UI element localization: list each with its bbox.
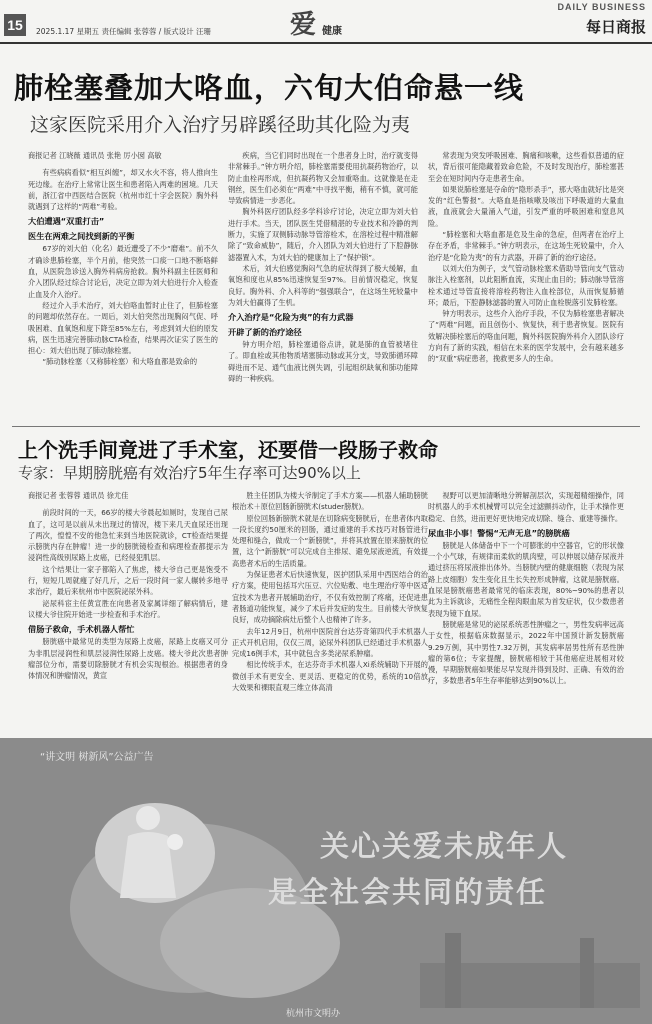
paragraph: 为保证患者术后快速恢复，医护团队采用中西医结合的治疗方案，使用包括耳穴压豆、穴位贴敷、电生理治疗等中医适宜技术为患者开展辅助治疗，不仅有效控制了疼痛，还促进患者肠道功能恢复，减少了术后并发症的发生。目前楼大爷恢复良好，成功摘除病灶后整个人也精神了许多。 [232,570,428,625]
ad-pagoda-2 [580,938,594,1008]
paragraph: 疾病，当它们同时出现在一个患者身上时，治疗就变得非常棘手。”钟方明介绍，肺栓塞需要使用抗凝药物治疗，以防止血栓再形成，但抗凝药物又会加重咯血。这就像是在走钢丝，医生们必须在“两难”中寻找平衡，稍有不慎，就可能导致病情进一步恶化。 [228,151,418,206]
paragraph: 视野可以更加清晰地分辨解剖层次，实现超精细操作，同时机器人的手术机械臂可以完全过滤颤抖动作，让手术操作更稳定、自然，进而更好更快地完成切除、缝合、重建等操作。 [428,491,624,523]
paragraph: “肺栓塞和大咯血都是危及生命的急症，但两者在治疗上存在矛盾，非常棘手。”钟方明表示，在这场生死较量中，介入治疗是“化险为夷”的有力武器，开辟了新的治疗途径。 [428,230,624,262]
issue-meta: 2025.1.17 星期五 责任编辑 张蓉蓉 / 版式设计 汪珊 [36,27,212,36]
paragraph: 钟方明介绍，肺栓塞通俗点讲，就是肺的血管被堵住了。即血栓或其他物质堵塞肺动脉或其分支，导致肺循环障碍进而不足、通气血液比例失调，引起组织缺氧和肺功能障碍的一种疾病。 [228,340,418,384]
article1-column-3 [428,150,624,418]
paragraph: 如果说肺栓塞是夺命的“隐形杀手”，那大咯血就好比是突发的“红色警报”。大咯血是指咳嗽及咳出下呼吸道的大量血液，血液就会大量涌入气道，引发严重的呼吸困难和窒息风险。 [428,184,624,228]
paragraph: 术后，刘大伯感觉胸闷气急的症状得到了极大缓解，血氧饱和度也从85%迅速恢复至97%。目前情况稳定，恢复良好。胸外科、介入科等的“强强联合”，在这场生死较量中为刘大伯赢得了生机。 [228,263,418,307]
public-service-ad [0,738,652,1024]
paragraph: 胜主任团队为楼大爷制定了手术方案——机器人辅助膀胱根治术＋原位回肠新膀胱术(studer膀胱)。 [232,491,428,512]
article1-column-2 [228,150,418,418]
ad-child-head [167,834,183,850]
paragraph: 膀胱是人体储备中下一个可膨胀的中空器官，它的形状像一个小气球，有规律而柔软的肌肉壁，可以伸展以储存尿液并通过挤压将尿液排出体外。当膀胱内壁的健康细胞（表现为尿路上皮细胞）发生变化且生长失控形成肿瘤，这就是膀胱癌。血尿是膀胱癌患者最常见的临床表现，80%~90%的患者以此为主诉就诊，无痛性全程肉眼血尿为首发症状，仅少数患者表现为镜下血尿。 [428,540,624,618]
article2-headline: 上个洗手间竟进了手术室，还要借一段肠子救命 [18,438,438,462]
subhead: 介入治疗是“化险为夷”的有力武器 [228,312,354,323]
section-title: 爱 [290,10,317,40]
paragraph: 常表现为突发呼吸困难、胸痛和咳嗽，这些看似普通的症状，背后很可能隐藏着致命危险，不及时发现治疗，肺栓塞甚至会在短时间内夺走患者生命。 [428,151,624,183]
subhead: 医生在两难之间找到新的平衡 [28,231,135,242]
paragraph: 以刘大伯为例子，支气管动脉栓塞术借助导管向支气管动脉注入栓塞剂，以此阻断血流，实现止血目的；肺动脉导管溶栓术通过导管直接将溶栓药物注入血栓部位，从而恢复肺循环；最后，下腔静脉滤器的置入可防止血栓脱落引发肺栓塞。 [428,263,624,307]
paper-name-cn: 每日商报 [585,18,646,36]
ad-sponsor: 杭州市文明办 [286,1009,341,1019]
ad-slogan-line2: 是全社会共同的责任 [268,875,548,909]
paragraph: 泌尿科宦主任黄宣胜在向患者及家属详细了解病情后，建议楼大爷住院开始进一步检查和手术治疗。 [28,598,228,619]
article2-subheadline: 专家：早期膀胱癌有效治疗5年生存率可达90%以上 [18,464,361,482]
paragraph: 这个结果让一家子都陷入了焦虑，楼大爷自己更是饱受不行，短短几周就瘦了好几斤，之后一段时间一家人辗转多地寻求治疗，最后来杭州市中医院泌尿外科。 [28,564,228,597]
paragraph: “肺动脉栓塞（又称肺栓塞）和大咯血都是致命的 [42,357,198,367]
paragraph: 经过介入手术治疗，刘大伯咯血暂时止住了，但肺栓塞的问题却依然存在。一周后，刘大伯突然出现胸闷气促、呼吸困难、血氧饱和度下降至85%左右，考虑到刘大伯的原发病，医生迅速完善肺动脉CTA检查，结果再次证实了医生的担心：刘大伯出现了肺动脉栓塞。 [28,300,218,356]
subhead: 开辟了新的治疗途径 [228,327,302,338]
subhead: 借肠子救命，手术机器人帮忙 [28,624,135,635]
article1-subheadline: 这家医院采用介入治疗另辟蹊径助其化险为夷 [30,114,411,136]
article2-column-1 [28,490,228,730]
subhead: 尿血非小事！警惕“无声无息”的膀胱癌 [428,527,570,538]
paragraph: 去年12月9日，杭州中医院首台达芬奇第四代手术机器人正式开机启用，仅仅三周，泌尿外科团队已经通过手术机器人完成16例手术，其中就包含多类泌尿系肿瘤。 [232,626,428,659]
article2-column-3 [428,490,624,730]
header-rule [0,42,652,44]
ad-slogan-line1: 关心关爱未成年人 [320,829,569,863]
paragraph: 67岁的刘大伯（化名）最近遭受了不少“磨难”。前不久才确诊患肺栓塞，半个月前，他突然一口痰一口地不断咯鲜血，从医院急诊送入胸外科病房抢救。胸外科副主任医师和介入团队经过综合讨论后，决定立即为刘大伯进行介入检查止血及介入治疗。 [28,244,218,299]
article-divider [12,426,640,427]
article1-headline: 肺栓塞叠加大咯血，六旬大伯命悬一线 [14,71,525,105]
article1-column-1 [28,150,218,418]
paragraph: 钟方明表示，这些介入治疗手段，不仅为肺栓塞患者解决了“两难”问题，而且创伤小、恢复快，利于患者恢复。医院有效解决肺栓塞后的咯血问题，胸外科医院胸外科介入团队诊疗方向有了新的实践，相信在未来的医学发展中，会有越来越多的“双重”病症患者，挽救更多人的生命。 [428,309,624,364]
paragraph: 有些病病看似“相互纠缠”，却又水火不容，将人推向生死边缘。在治疗上常常让医生和患者陷入两难的困境。几天前，浙江省中西医结合医院（杭州市红十字会医院）胸外科就遇到了这样的“两难”考验。 [28,168,218,212]
article2-column-2 [232,490,428,730]
paragraph: 相比传统手术，在达芬奇手术机器人Xi系统辅助下开展的微创手术有更安全、更灵活、更稳定的优势，系统的10倍放大效果和裸眼直观三维立体高清 [232,660,428,693]
paragraph: 原位回肠新膀胱术就是在切除病变膀胱后，在患者体内取一段长度约50厘米的回肠，通过重建的手术技巧对肠管进行处理和缝合，做成一个“新膀胱”，并将其放置在原来膀胱的位置，这个“新膀胱”可以完成自主排尿、避免尿液逆流，有效提高患者术后的生活质量。 [232,513,428,568]
byline: 商报记者 张蓉蓉 通讯员 徐尤佳 [28,491,129,500]
paragraph: 膀胱癌中最常见的类型为尿路上皮癌，尿路上皮癌又可分为非肌层浸润性和肌层浸润性尿路上皮癌。楼大爷此次患者肿瘤部位分布，需要切除膀胱才有机会实现根治。根据患者的身体情况和肿瘤情况，黄宣 [28,637,228,681]
paragraph: 膀胱癌是常见的泌尿系统恶性肿瘤之一，男性发病率远高于女性，根据临床数据显示，2022年中国预计新发膀胱癌9.29万例，其中男性7.32万例，其发病率居男性所有恶性肿瘤的第6位；专家提醒，膀胱癌相较于其他癌症进展相对较慢，早期膀胱癌如果能尽早发现并得到及时、正确、有效的治疗，多数患者5年生存率能够达到90%以上。 [428,619,624,686]
page-header [0,0,652,44]
ad-tag: “讲文明 树新风”公益广告 [40,752,154,763]
ad-pagoda [445,933,461,1008]
section-subtitle: 健康 [322,26,342,37]
subhead: 大伯遭遇“双重打击” [28,216,105,227]
byline: 商报记者 江晓薇 通讯员 张艳 厉小囡 高敏 [28,151,162,160]
ad-figure-head [136,806,160,830]
page-number: 15 [4,14,26,36]
paragraph: 胸外科医疗团队经多学科诊疗讨论，决定立即为刘大伯进行手术。当天，团队医生凭借精湛的专业技术和冷静的判断力，实施了双侧肺动脉导管溶栓术，在溶栓过程中精准解除了“致命威胁”，随后，介入团队为刘大伯进行了下腔静脉滤器置入术，为刘大伯的健康加上了“保护锁”。 [228,207,418,262]
paragraph: 前段时间的一天，66岁的楼大爷晨起如厕时，发现自己尿血了，这可是以前从未出现过的情况，楼下来几天血尿还出现了两次，惶惶不安的他急忙来到当地医院就诊，CT检查结果提示膀胱内存在肿瘤！进一步的膀胱镜检查和病理检查都提示为浸润性高级别尿路上皮癌，已经侵犯肌层。 [28,508,228,563]
paper-name-en: DAILY BUSINESS [557,2,646,12]
